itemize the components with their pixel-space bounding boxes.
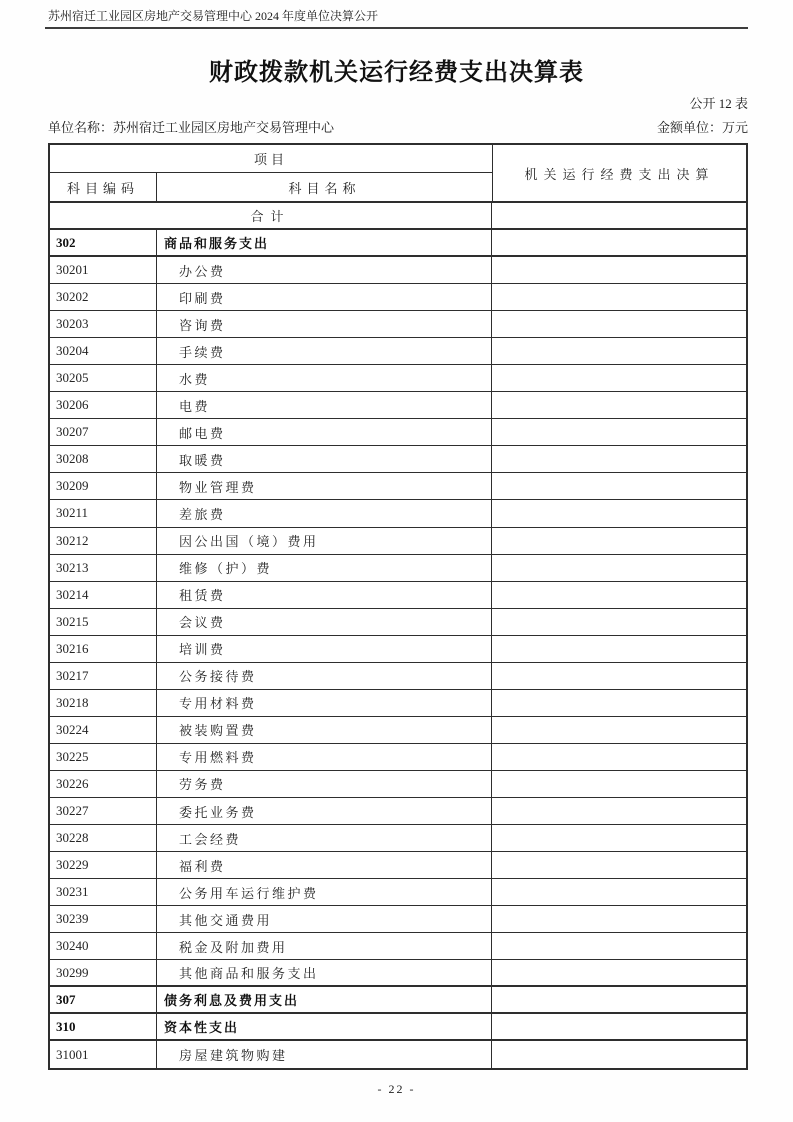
value-cell xyxy=(492,717,746,743)
subject-code-cell: 30231 xyxy=(50,879,157,905)
subject-code-cell: 30239 xyxy=(50,906,157,932)
subject-name-cell: 商品和服务支出 xyxy=(157,230,492,255)
value-cell xyxy=(492,825,746,851)
subject-name-cell: 专用材料费 xyxy=(157,690,492,716)
subject-name-cell: 公务用车运行维护费 xyxy=(157,879,492,905)
value-cell xyxy=(492,419,746,445)
subject-code-cell: 30201 xyxy=(50,257,157,283)
table-row xyxy=(50,933,746,960)
table-row xyxy=(50,555,746,582)
subject-code-cell: 302 xyxy=(50,230,157,255)
subject-code-cell: 31001 xyxy=(50,1041,157,1068)
subject-name-cell: 因公出国（境）费用 xyxy=(157,528,492,554)
table-row xyxy=(50,473,746,500)
subject-name-cell: 委托业务费 xyxy=(157,798,492,824)
subject-code-cell: 30212 xyxy=(50,528,157,554)
header-divider-rule xyxy=(45,27,748,29)
subject-name-cell: 房屋建筑物购建 xyxy=(157,1041,492,1068)
subject-code-cell: 30216 xyxy=(50,636,157,662)
table-row xyxy=(50,582,746,609)
subject-name-cell: 取暖费 xyxy=(157,446,492,472)
subject-name-cell: 被装购置费 xyxy=(157,717,492,743)
header-project: 项目 xyxy=(50,145,492,173)
subject-name-cell: 物业管理费 xyxy=(157,473,492,499)
subject-code-cell: 30206 xyxy=(50,392,157,418)
subject-name-cell: 其他交通费用 xyxy=(157,906,492,932)
value-cell xyxy=(492,933,746,959)
subject-name-cell: 福利费 xyxy=(157,852,492,878)
amount-unit-label: 金额单位：万元 xyxy=(656,120,748,135)
table-row xyxy=(50,392,746,419)
value-cell xyxy=(492,609,746,635)
table-header xyxy=(50,145,746,203)
subject-name-cell: 印刷费 xyxy=(157,284,492,310)
subject-name-cell: 专用燃料费 xyxy=(157,744,492,770)
table-row xyxy=(50,1041,746,1068)
value-cell xyxy=(492,555,746,581)
subject-name-cell: 租赁费 xyxy=(157,582,492,608)
subject-code-cell: 30204 xyxy=(50,338,157,364)
subject-name-cell: 维修（护）费 xyxy=(157,555,492,581)
subject-code-cell: 30215 xyxy=(50,609,157,635)
table-row xyxy=(50,1014,746,1041)
value-cell xyxy=(492,284,746,310)
table-row xyxy=(50,257,746,284)
header-subject-code: 科目编码 xyxy=(50,173,157,201)
subject-name-cell: 邮电费 xyxy=(157,419,492,445)
total-row xyxy=(50,203,746,230)
table-row xyxy=(50,528,746,555)
subject-name-cell: 劳务费 xyxy=(157,771,492,797)
table-row xyxy=(50,852,746,879)
table-row xyxy=(50,446,746,473)
subject-name-cell: 工会经费 xyxy=(157,825,492,851)
subject-code-cell: 30229 xyxy=(50,852,157,878)
header-subject-name: 科目名称 xyxy=(288,180,361,196)
value-cell xyxy=(492,500,746,526)
table-number-label: 公开 12 表 xyxy=(689,96,748,111)
value-cell xyxy=(492,311,746,337)
table-body xyxy=(50,230,746,1068)
expenditure-table xyxy=(48,143,748,1070)
table-meta-row xyxy=(48,117,748,136)
value-cell xyxy=(492,392,746,418)
value-cell xyxy=(492,636,746,662)
subject-code-cell: 30227 xyxy=(50,798,157,824)
subject-name-cell: 税金及附加费用 xyxy=(157,933,492,959)
subject-code-cell: 30211 xyxy=(50,500,157,526)
value-cell xyxy=(492,582,746,608)
subject-code-cell: 30225 xyxy=(50,744,157,770)
subject-code-cell: 30205 xyxy=(50,365,157,391)
value-cell xyxy=(492,528,746,554)
value-cell xyxy=(492,960,746,985)
value-cell xyxy=(492,771,746,797)
value-cell xyxy=(492,987,746,1012)
subject-name-cell: 手续费 xyxy=(157,338,492,364)
header-operating-expense: 机关运行经费支出决算 xyxy=(492,145,746,201)
subject-name-cell: 公务接待费 xyxy=(157,663,492,689)
value-cell xyxy=(492,1014,746,1039)
table-row xyxy=(50,960,746,987)
subject-code-cell: 30224 xyxy=(50,717,157,743)
table-row xyxy=(50,230,746,257)
subject-code-cell: 30207 xyxy=(50,419,157,445)
value-cell xyxy=(492,690,746,716)
subject-code-cell: 30218 xyxy=(50,690,157,716)
value-cell xyxy=(492,663,746,689)
subject-name-cell: 债务利息及费用支出 xyxy=(157,987,492,1012)
subject-name-cell: 其他商品和服务支出 xyxy=(157,960,492,985)
page-title: 财政拨款机关运行经费支出决算表 xyxy=(209,59,584,86)
document-header-note: 苏州宿迁工业园区房地产交易管理中心 2024 年度单位决算公开 xyxy=(48,9,379,23)
value-cell xyxy=(492,744,746,770)
subject-name-cell: 水费 xyxy=(157,365,492,391)
subject-code-cell: 30217 xyxy=(50,663,157,689)
table-row xyxy=(50,987,746,1014)
table-row xyxy=(50,338,746,365)
subject-name-cell: 资本性支出 xyxy=(157,1014,492,1039)
subject-name-cell: 咨询费 xyxy=(157,311,492,337)
table-row xyxy=(50,879,746,906)
subject-name-cell: 会议费 xyxy=(157,609,492,635)
subject-code-cell: 30228 xyxy=(50,825,157,851)
value-cell xyxy=(492,852,746,878)
total-value-cell xyxy=(492,203,746,228)
subject-code-cell: 310 xyxy=(50,1014,157,1039)
table-row xyxy=(50,771,746,798)
subject-code-cell: 30226 xyxy=(50,771,157,797)
table-row xyxy=(50,636,746,663)
table-row xyxy=(50,365,746,392)
table-row xyxy=(50,609,746,636)
subject-code-cell: 30240 xyxy=(50,933,157,959)
subject-code-cell: 30299 xyxy=(50,960,157,985)
value-cell xyxy=(492,365,746,391)
value-cell xyxy=(492,446,746,472)
table-row xyxy=(50,798,746,825)
table-row xyxy=(50,500,746,527)
subject-code-cell: 307 xyxy=(50,987,157,1012)
value-cell xyxy=(492,338,746,364)
table-row xyxy=(50,690,746,717)
table-row xyxy=(50,663,746,690)
subject-name-cell: 培训费 xyxy=(157,636,492,662)
value-cell xyxy=(492,1041,746,1068)
subject-code-cell: 30208 xyxy=(50,446,157,472)
table-row xyxy=(50,744,746,771)
table-row xyxy=(50,284,746,311)
subject-code-cell: 30209 xyxy=(50,473,157,499)
subject-name-cell: 电费 xyxy=(157,392,492,418)
subject-code-cell: 30203 xyxy=(50,311,157,337)
subject-code-cell: 30213 xyxy=(50,555,157,581)
subject-name-cell: 办公费 xyxy=(157,257,492,283)
value-cell xyxy=(492,473,746,499)
value-cell xyxy=(492,230,746,255)
table-row xyxy=(50,906,746,933)
table-row xyxy=(50,717,746,744)
subject-name-cell: 差旅费 xyxy=(157,500,492,526)
subject-code-cell: 30214 xyxy=(50,582,157,608)
page-number: - 22 - xyxy=(377,1082,416,1096)
table-row xyxy=(50,311,746,338)
value-cell xyxy=(492,906,746,932)
table-row xyxy=(50,825,746,852)
unit-name-label: 单位名称：苏州宿迁工业园区房地产交易管理中心 xyxy=(48,120,335,135)
value-cell xyxy=(492,798,746,824)
subject-code-cell: 30202 xyxy=(50,284,157,310)
total-label-cell: 合计 xyxy=(50,203,492,228)
table-row xyxy=(50,419,746,446)
value-cell xyxy=(492,257,746,283)
value-cell xyxy=(492,879,746,905)
